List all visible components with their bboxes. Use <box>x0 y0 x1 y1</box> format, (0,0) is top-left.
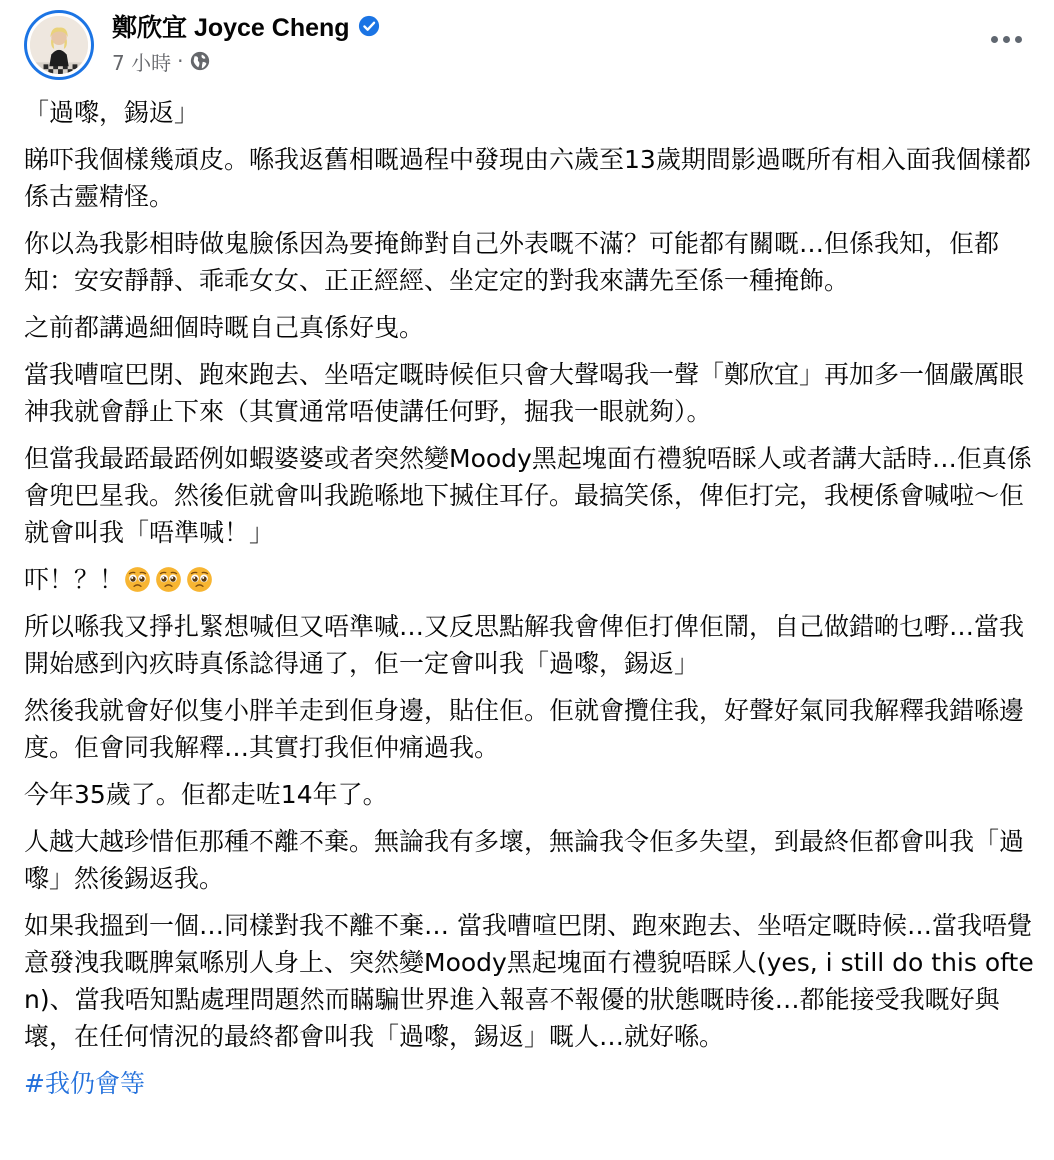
post-header <box>24 10 1030 80</box>
hashtag-row <box>24 1065 1034 1102</box>
more-options-button[interactable] <box>982 24 1030 54</box>
avatar[interactable] <box>24 10 94 80</box>
post-paragraph: 當我嘈喧巴閉、跑來跑去、坐唔定嘅時候佢只會大聲喝我一聲「鄭欣宜」再加多一個嚴厲眼神我就會靜止下來（其實通常唔使講任何野，掘我一眼就夠）。 <box>24 360 1025 426</box>
post-paragraph: 之前都講過細個時嘅自己真係好曳。 <box>24 313 425 342</box>
post-meta <box>112 48 211 74</box>
post-paragraph: 今年35歲了。佢都走咗14年了。 <box>24 780 388 809</box>
meta-separator: · <box>177 49 184 73</box>
avatar-image <box>30 16 88 74</box>
globe-icon[interactable] <box>189 50 211 72</box>
author-name[interactable]: 鄭欣宜 Joyce Cheng <box>112 14 350 42</box>
more-options-icon-dot <box>1015 36 1022 43</box>
post-paragraph: 如果我搵到一個…同樣對我不離不棄… 當我嘈喧巴閉、跑來跑去、坐唔定嘅時候…當我唔覺意發洩我嘅脾氣喺別人身上、突然變Moody黑起塊面冇禮貌唔睬人(yes, i still do this often)、當我唔知點處理問題然而瞞騙世界進入報喜不報優的狀態嘅時後…都能接受我嘅好與壞，在任何情況的最終都會叫我「過嚟，錫返」嘅人…就好喺。 <box>24 911 1034 1051</box>
post-paragraph: 但當我最踎最踎例如蝦婆婆或者突然變Moody黑起塊面冇禮貌唔睬人或者講大話時…佢真係會兜巴星我。然後佢就會叫我跪喺地下搣住耳仔。最搞笑係，俾佢打完，我梗係會喊啦～佢就會叫我「唔準喊！」 <box>24 444 1032 547</box>
more-options-icon <box>991 36 998 43</box>
hashtag-link[interactable]: #我仍會等 <box>24 1069 145 1098</box>
post-paragraph-with-emoji <box>24 561 1034 598</box>
post-paragraph: 睇吓我個樣幾頑皮。喺我返舊相嘅過程中發現由六歲至13歲期間影過嘅所有相入面我個樣都係古靈精怪。 <box>24 145 1031 211</box>
pleading-face-emoji <box>124 566 151 593</box>
post-paragraph: 你以為我影相時做鬼臉係因為要掩飾對自己外表嘅不滿？可能都有關嘅…但係我知，佢都知：安安靜靜、乖乖女女、正正經經、坐定定的對我來講先至係一種掩飾。 <box>24 229 1000 295</box>
pleading-face-emoji <box>155 566 182 593</box>
verified-badge-icon <box>358 15 380 37</box>
name-row <box>112 10 380 42</box>
post-paragraph: 吓！？！ <box>24 565 125 594</box>
post-paragraph: 所以喺我又掙扎緊想喊但又唔準喊…又反思點解我會俾佢打俾佢鬧，自己做錯啲乜嘢…當我開始感到內疚時真係諗得通了，佢一定會叫我「過嚟，錫返」 <box>24 612 1025 678</box>
post-timestamp[interactable]: 7 小時 <box>112 50 172 75</box>
more-options-icon-dot <box>1003 36 1010 43</box>
post-paragraph: 「過嚟，錫返」 <box>24 98 200 127</box>
post-paragraph: 人越大越珍惜佢那種不離不棄。無論我有多壞，無論我令佢多失望，到最終佢都會叫我「過嚟」然後錫返我。 <box>24 827 1025 893</box>
post-paragraph: 然後我就會好似隻小胖羊走到佢身邊，貼住佢。佢就會攬住我，好聲好氣同我解釋我錯喺邊度。佢會同我解釋…其實打我佢仲痛過我。 <box>24 696 1025 762</box>
avatar-photo <box>27 13 91 77</box>
post-body <box>24 94 1034 1112</box>
pleading-face-emoji <box>186 566 213 593</box>
